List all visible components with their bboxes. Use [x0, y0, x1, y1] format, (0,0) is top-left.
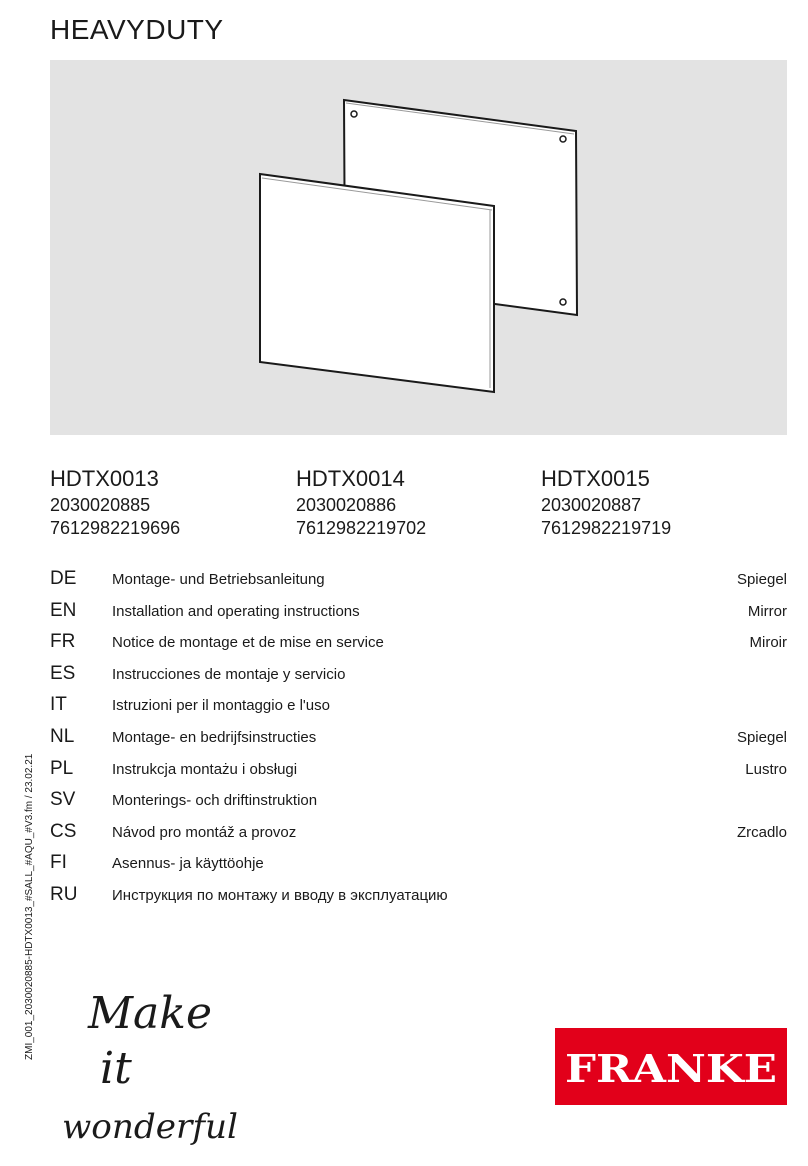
- language-title: Montage- und Betriebsanleitung: [112, 571, 325, 588]
- product-name: Zrcadlo: [736, 823, 787, 841]
- language-code: EN: [50, 599, 77, 621]
- language-code: FR: [50, 631, 76, 653]
- language-code: ES: [50, 662, 76, 684]
- language-row-cs: [50, 821, 787, 853]
- language-row-pl: [50, 758, 787, 790]
- language-code: IT: [50, 694, 67, 716]
- language-row-fi: [50, 852, 787, 884]
- language-code: SV: [50, 789, 76, 811]
- language-title: Istruzioni per il montaggio e l'uso: [112, 697, 330, 715]
- product-name: Mirror: [747, 602, 787, 620]
- screw-hole: [351, 111, 357, 117]
- model-column: [50, 466, 290, 540]
- language-row-ru: [50, 884, 787, 916]
- model-code: HDTX0013: [50, 466, 159, 491]
- language-code: PL: [50, 757, 74, 779]
- article-number: 2030020885: [50, 495, 151, 515]
- page-title: HEAVYDUTY: [50, 14, 224, 45]
- model-column: [541, 466, 781, 540]
- language-title: Инструкция по монтажу и вводу в эксплуатацию: [112, 886, 448, 904]
- language-code: FI: [50, 852, 67, 874]
- front-mirror-panel: [260, 174, 494, 392]
- model-code: HDTX0014: [296, 466, 405, 491]
- product-illustration: [50, 60, 787, 435]
- slogan-line-2: it: [100, 1043, 132, 1094]
- franke-wordmark: FRANKE: [565, 1046, 777, 1091]
- language-code: DE: [50, 568, 77, 589]
- language-row-nl: [50, 726, 787, 758]
- language-row-de: [50, 568, 787, 600]
- language-title: Instrucciones de montaje y servicio: [112, 665, 346, 683]
- slogan-line-3: wonderful: [62, 1107, 238, 1147]
- language-list: [50, 568, 787, 916]
- ean-number: 7612982219696: [50, 518, 181, 538]
- language-title: Notice de montage et de mise en service: [112, 634, 384, 652]
- language-title: Asennus- ja käyttöohje: [112, 855, 264, 873]
- language-title: Installation and operating instructions: [112, 602, 360, 620]
- language-row-sv: [50, 789, 787, 821]
- model-column: [296, 466, 536, 540]
- article-number: 2030020887: [541, 495, 642, 515]
- language-title: Montage- en bedrijfsinstructies: [112, 728, 317, 746]
- ean-number: 7612982219702: [296, 518, 427, 538]
- product-name: Lustro: [745, 760, 787, 778]
- model-code: HDTX0015: [541, 466, 650, 491]
- language-code: RU: [50, 883, 78, 905]
- language-row-en: [50, 600, 787, 632]
- language-title: Návod pro montáž a provoz: [112, 823, 297, 841]
- language-title: Monterings- och driftinstruktion: [112, 792, 318, 810]
- language-code: NL: [50, 725, 75, 747]
- article-number: 2030020886: [296, 495, 397, 515]
- franke-logo-mark: [555, 1028, 787, 1105]
- slogan-handwriting: [60, 978, 245, 1153]
- language-code: CS: [50, 820, 77, 842]
- document-reference: ZMI_001_2030020885-HDTX0013_#SALL_#AQU_#V3.fm / 23.02.21: [24, 753, 35, 1060]
- mirror-panels-drawing: [50, 60, 787, 435]
- product-name: Spiegel: [736, 728, 787, 746]
- franke-logo: [555, 1028, 787, 1105]
- screw-hole: [560, 136, 566, 142]
- language-row-it: [50, 694, 787, 726]
- product-name: Miroir: [749, 634, 787, 652]
- slogan-line-1: Make: [88, 988, 212, 1039]
- language-title: Instrukcja montażu i obsługi: [112, 760, 298, 778]
- ean-number: 7612982219719: [541, 518, 672, 538]
- language-row-es: [50, 663, 787, 695]
- screw-hole: [560, 299, 566, 305]
- product-name: Spiegel: [736, 571, 787, 588]
- language-row-fr: [50, 631, 787, 663]
